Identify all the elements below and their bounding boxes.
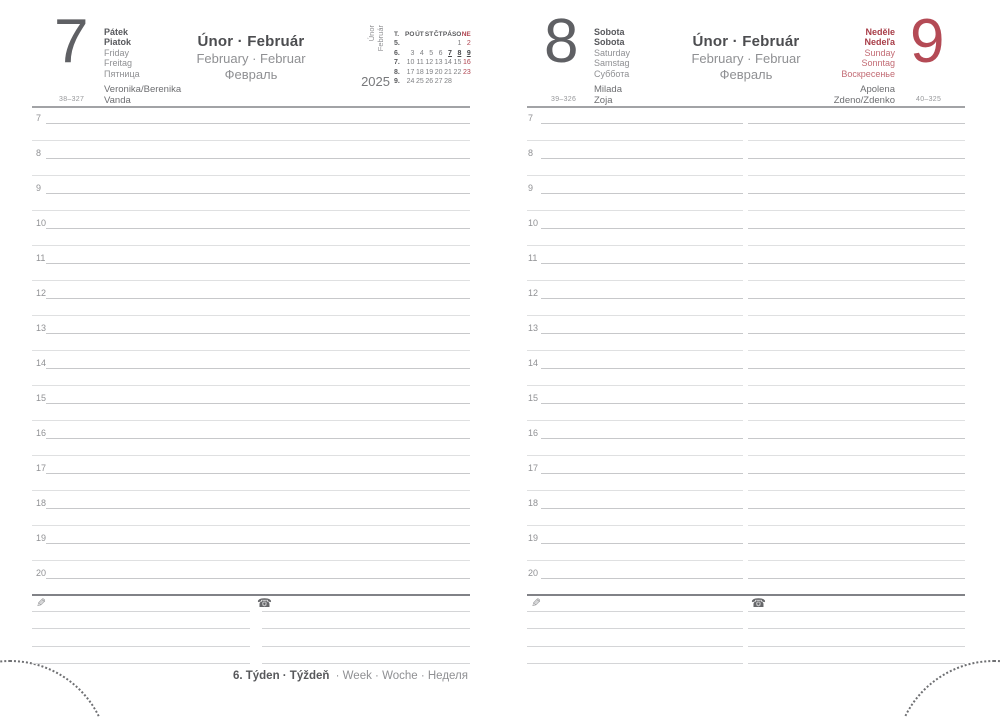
hour-line (748, 228, 965, 229)
saturday-nameday-stack (594, 85, 622, 107)
mini-calendar-week-row (394, 65, 471, 74)
hour-label: 16 (36, 428, 47, 438)
hour-line (46, 228, 470, 229)
hour-line (541, 368, 743, 369)
half-hour-line (748, 420, 965, 421)
mini-calendar-day: 6 (438, 49, 443, 57)
mini-calendar-week-row (394, 46, 471, 55)
right-month-title: Únor · Február (692, 33, 800, 50)
half-hour-line (32, 420, 470, 421)
half-hour-line (527, 525, 743, 526)
mini-calendar-weekday-header: NE (461, 31, 471, 38)
notes-line (748, 628, 965, 629)
left-nameday-stack (104, 85, 181, 107)
half-hour-line (748, 525, 965, 526)
half-hour-line (527, 315, 743, 316)
notes-line (748, 663, 965, 664)
hour-line (541, 438, 743, 439)
hour-line (46, 263, 470, 264)
half-hour-line (32, 315, 470, 316)
hour-line (748, 578, 965, 579)
hour-line (541, 123, 743, 124)
half-hour-line (32, 210, 470, 211)
half-hour-line (748, 490, 965, 491)
nameday-label: Milada (594, 84, 622, 95)
nameday-label: Vanda (104, 94, 131, 106)
mini-calendar-day: 22 (453, 68, 462, 76)
half-hour-line (748, 175, 965, 176)
mini-calendar-day: 2 (466, 40, 471, 48)
week-number-label: 6. Týden · Týždeň (232, 670, 330, 682)
mini-calendar-weekday-header: T. (394, 31, 400, 38)
half-hour-line (32, 385, 470, 386)
day-name-label: Nedeľa (864, 37, 895, 48)
mini-calendar-day: 4 (419, 49, 424, 57)
hour-label: 19 (528, 533, 539, 543)
hour-line (748, 158, 965, 159)
hour-line (46, 438, 470, 439)
notes-line (262, 611, 470, 612)
day-name-label: Суббота (594, 68, 630, 79)
mini-calendar-weekday-header: PÁ (442, 31, 452, 38)
half-hour-line (527, 455, 743, 456)
half-hour-line (527, 350, 743, 351)
mini-calendar-weekday-header: PO (405, 31, 415, 38)
nameday-label: Zdeno/Zdenko (833, 94, 895, 106)
mini-calendar-day: 25 (415, 77, 424, 85)
mini-calendar-week-row (394, 55, 471, 67)
mini-calendar-header-row (394, 27, 471, 36)
sunday-day-name-stack (770, 27, 895, 79)
notes-line (262, 663, 470, 664)
mini-calendar-day: 8 (457, 49, 462, 57)
hour-line (541, 403, 743, 404)
hour-line (541, 263, 743, 264)
half-hour-line (748, 210, 965, 211)
hour-line (46, 158, 470, 159)
hour-line (46, 368, 470, 369)
hour-line (541, 298, 743, 299)
day-name-label: Saturday (594, 47, 631, 58)
hour-line (748, 508, 965, 509)
nameday-label: Apolena (860, 84, 895, 95)
sunday-day-of-year: 40–325 (916, 96, 942, 103)
hour-label: 12 (36, 288, 47, 298)
mini-calendar-day: 16 (462, 59, 471, 67)
half-hour-line (527, 245, 743, 246)
mini-month-calendar (394, 27, 471, 83)
left-day-number: 7 (54, 7, 89, 76)
half-hour-line (527, 175, 743, 176)
mini-calendar-week-number: 8. (394, 68, 400, 76)
half-hour-line (32, 560, 470, 561)
half-hour-line (32, 280, 470, 281)
hour-line (46, 298, 470, 299)
year-label: 2025 (361, 74, 390, 89)
side-month-vertical (367, 25, 391, 71)
half-hour-line (748, 245, 965, 246)
nameday-label: Veronika/Berenika (104, 84, 182, 95)
hour-label: 14 (528, 358, 539, 368)
notes-line (748, 646, 965, 647)
mini-calendar-week-number: 6. (394, 49, 400, 57)
hour-line (541, 228, 743, 229)
half-hour-line (32, 140, 470, 141)
notes-line (527, 663, 743, 664)
hour-label: 13 (36, 323, 47, 333)
day-name-label: Friday (104, 47, 130, 58)
mini-calendar-day: 13 (434, 59, 443, 67)
mini-calendar-week-number: 5. (394, 40, 400, 48)
mini-calendar-week-row (394, 36, 471, 48)
mini-calendar-week-number: 7. (394, 59, 400, 67)
hour-label: 13 (528, 323, 539, 333)
right-month-sub2: Февраль (719, 67, 773, 82)
hour-label: 18 (528, 498, 539, 508)
notes-line (32, 663, 250, 664)
mini-calendar-day: 28 (444, 77, 452, 85)
nameday-label: Zoja (594, 94, 613, 106)
hour-line (46, 193, 470, 194)
day-name-label: Sobota (594, 27, 625, 37)
saturday-day-number: 8 (544, 7, 579, 76)
saturday-day-name-stack (594, 27, 630, 79)
half-hour-line (527, 140, 743, 141)
half-hour-line (32, 455, 470, 456)
half-hour-line (748, 385, 965, 386)
side-month-line1: Únor (367, 25, 376, 42)
left-month-sub2: Февраль (224, 67, 278, 82)
left-header-rule (32, 106, 470, 108)
hour-label: 8 (36, 148, 42, 158)
hour-line (748, 543, 965, 544)
right-month-sub1: February · Februar (691, 51, 801, 66)
day-name-label: Neděle (865, 27, 895, 37)
saturday-day-of-year: 39–326 (551, 96, 577, 103)
mini-calendar-day: 14 (444, 59, 452, 67)
pencil-icon: ✎ (531, 596, 542, 610)
notes-divider (32, 594, 470, 596)
half-hour-line (527, 280, 743, 281)
hour-label: 11 (36, 253, 46, 263)
corner-arc-right (894, 660, 1000, 717)
hour-line (541, 333, 743, 334)
hour-line (541, 193, 743, 194)
notes-line (32, 628, 250, 629)
mini-calendar-day: 20 (434, 68, 443, 76)
hour-label: 11 (528, 253, 538, 263)
hour-line (541, 543, 743, 544)
hour-line (46, 508, 470, 509)
hour-line (748, 263, 965, 264)
hour-label: 10 (528, 218, 539, 228)
mini-calendar-weekday-header: ST (424, 31, 434, 38)
hour-label: 15 (528, 393, 539, 403)
half-hour-line (32, 175, 470, 176)
hour-label: 10 (36, 218, 47, 228)
day-name-label: Sonntag (861, 58, 895, 69)
hour-label: 16 (528, 428, 539, 438)
hour-line (46, 403, 470, 404)
hour-label: 8 (528, 148, 534, 158)
half-hour-line (748, 140, 965, 141)
half-hour-line (748, 280, 965, 281)
notes-divider (527, 594, 965, 596)
phone-icon: ☎ (257, 596, 272, 610)
hour-label: 20 (528, 568, 539, 578)
half-hour-line (527, 420, 743, 421)
hour-line (541, 578, 743, 579)
day-name-label: Samstag (594, 58, 630, 69)
notes-line (262, 628, 470, 629)
mini-calendar-day: 19 (425, 68, 434, 76)
hour-label: 7 (528, 113, 534, 123)
hour-line (541, 158, 743, 159)
hour-label: 17 (36, 463, 47, 473)
half-hour-line (32, 525, 470, 526)
half-hour-line (527, 385, 743, 386)
hour-line (46, 333, 470, 334)
half-hour-line (527, 210, 743, 211)
mini-calendar-day: 15 (453, 59, 462, 67)
half-hour-line (748, 455, 965, 456)
hour-line (541, 508, 743, 509)
right-header-rule (527, 106, 965, 108)
left-month-title: Únor · Február (197, 33, 305, 50)
mini-calendar-day: 10 (406, 59, 415, 67)
mini-calendar-weekday-header: ČT (433, 31, 443, 38)
mini-calendar-day: 26 (425, 77, 434, 85)
hour-line (748, 123, 965, 124)
left-day-of-year: 38–327 (59, 96, 85, 103)
corner-arc-left (0, 660, 110, 717)
hour-line (46, 578, 470, 579)
sunday-day-number: 9 (910, 7, 945, 76)
mini-calendar-day: 23 (462, 68, 471, 76)
half-hour-line (32, 350, 470, 351)
half-hour-line (748, 350, 965, 351)
mini-calendar-day: 9 (466, 49, 471, 57)
mini-calendar-week-row (394, 74, 471, 83)
mini-calendar-day: 27 (434, 77, 443, 85)
half-hour-line (748, 560, 965, 561)
mini-calendar-day: 7 (448, 49, 452, 57)
mini-calendar-day: 3 (410, 49, 415, 57)
hour-label: 9 (36, 183, 42, 193)
mini-calendar-weekday-header: SO (451, 31, 462, 38)
mini-calendar-day: 12 (425, 59, 434, 67)
hour-line (46, 543, 470, 544)
hour-line (748, 193, 965, 194)
week-footer (160, 670, 468, 682)
half-hour-line (748, 315, 965, 316)
day-name-label: Sobota (594, 37, 625, 48)
hour-line (46, 123, 470, 124)
mini-calendar-day: 5 (429, 49, 434, 57)
hour-label: 12 (528, 288, 539, 298)
left-day-name-stack (104, 27, 140, 79)
half-hour-line (527, 490, 743, 491)
mini-calendar-day: 18 (415, 68, 424, 76)
left-month-block (158, 33, 344, 82)
notes-line (748, 611, 965, 612)
notes-line (32, 611, 250, 612)
mini-calendar-weekday-header: ÚT (415, 31, 424, 38)
mini-calendar-day: 1 (457, 40, 462, 48)
hour-label: 19 (36, 533, 47, 543)
day-name-label: Piatok (104, 37, 132, 48)
hour-label: 18 (36, 498, 47, 508)
hour-line (541, 473, 743, 474)
week-label-translations: · Week · Woche · Неделя (335, 670, 468, 682)
hour-label: 15 (36, 393, 47, 403)
notes-line (32, 646, 250, 647)
sunday-nameday-stack (770, 85, 895, 107)
notes-line (527, 628, 743, 629)
day-name-label: Sunday (864, 47, 895, 58)
mini-calendar-week-number: 9. (394, 77, 400, 85)
mini-calendar-day: 24 (406, 77, 415, 85)
mini-calendar-day: 17 (406, 68, 415, 76)
hour-label: 9 (528, 183, 534, 193)
hour-label: 14 (36, 358, 47, 368)
half-hour-line (32, 245, 470, 246)
half-hour-line (32, 490, 470, 491)
notes-line (527, 611, 743, 612)
left-month-sub1: February · Februar (196, 51, 306, 66)
hour-label: 7 (36, 113, 42, 123)
mini-calendar-day: 21 (444, 68, 452, 76)
phone-icon: ☎ (751, 596, 766, 610)
hour-line (748, 438, 965, 439)
hour-line (748, 473, 965, 474)
hour-label: 17 (528, 463, 539, 473)
side-month-line2: Február (376, 25, 385, 52)
hour-line (748, 403, 965, 404)
notes-line (527, 646, 743, 647)
notes-line (262, 646, 470, 647)
day-name-label: Freitag (104, 58, 133, 69)
hour-label: 20 (36, 568, 47, 578)
hour-line (748, 298, 965, 299)
pencil-icon: ✎ (36, 596, 47, 610)
hour-line (748, 368, 965, 369)
day-name-label: Пятница (104, 68, 140, 79)
mini-calendar-day: 11 (416, 59, 424, 67)
hour-line (46, 473, 470, 474)
half-hour-line (527, 560, 743, 561)
day-name-label: Pátek (104, 27, 129, 37)
day-name-label: Воскресенье (841, 68, 895, 79)
hour-line (748, 333, 965, 334)
